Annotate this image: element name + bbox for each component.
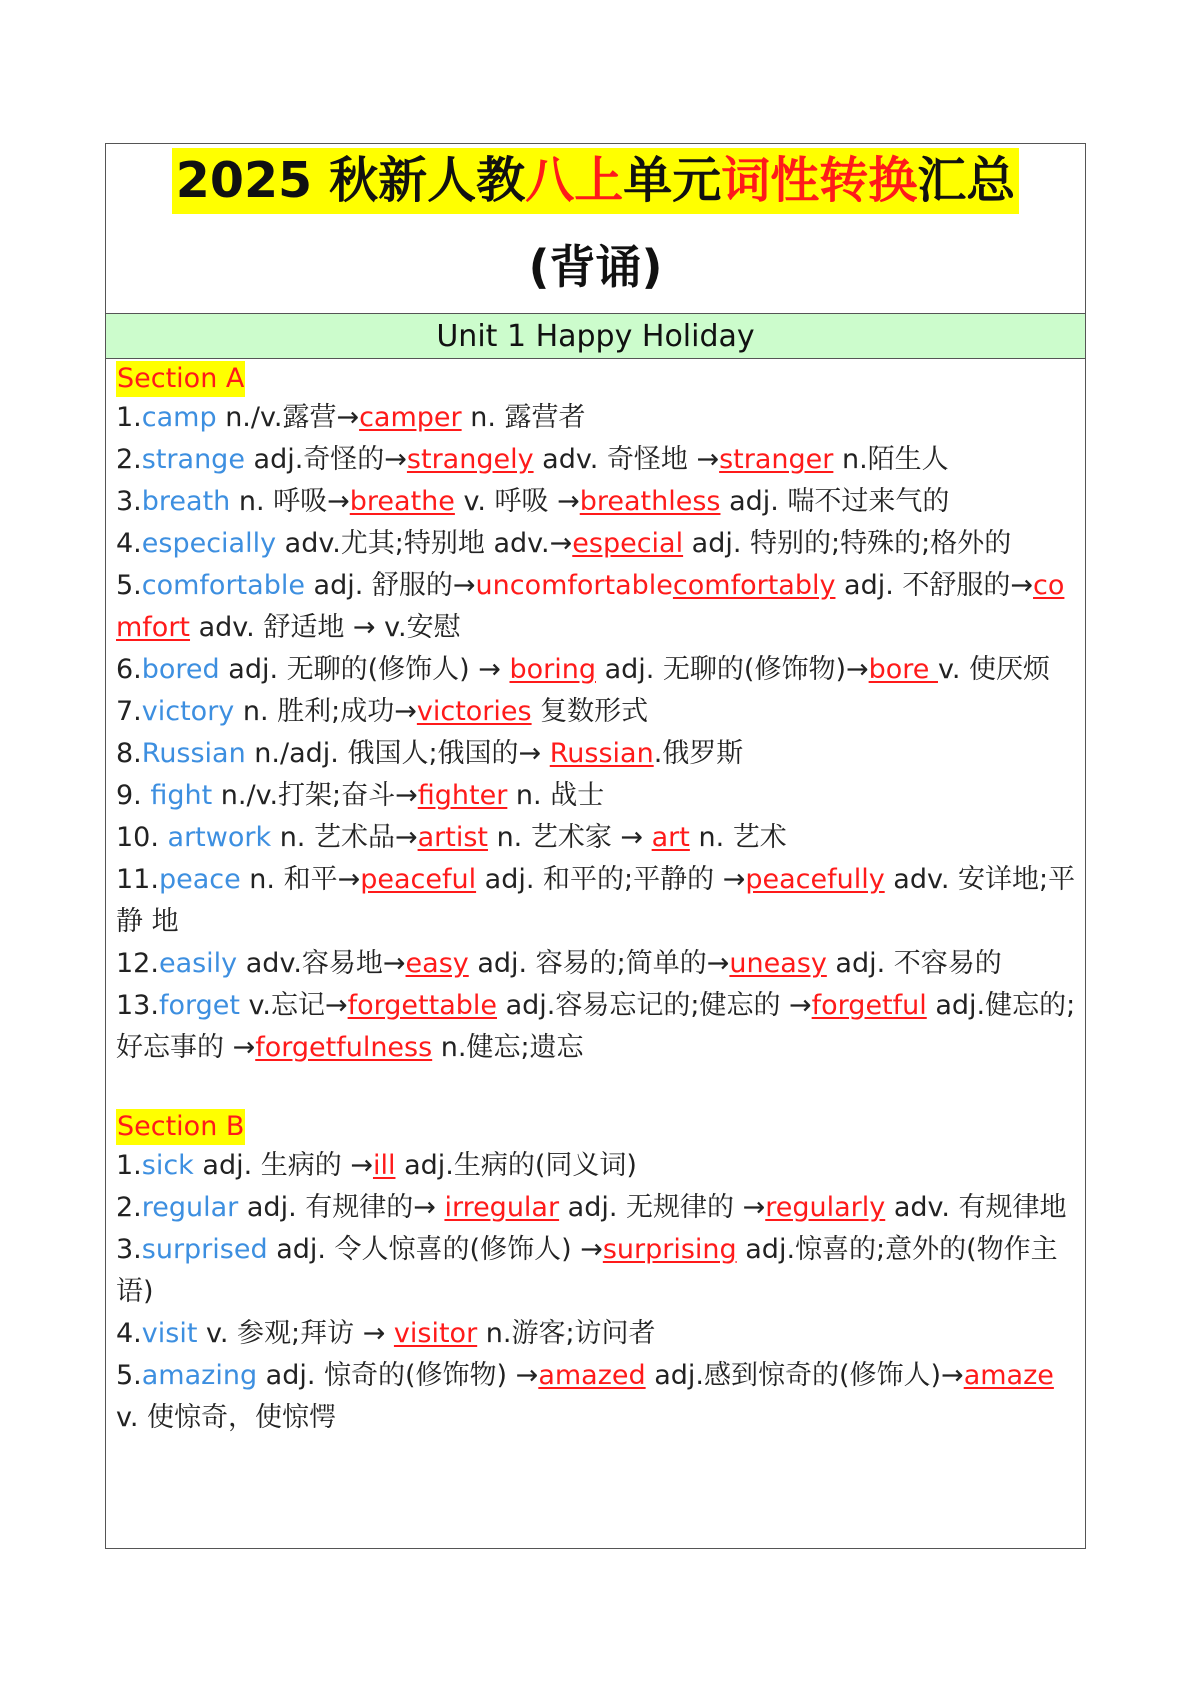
answer-word: visitor — [393, 1318, 478, 1349]
vocab-entry — [116, 817, 1077, 859]
entry-text: adj. 令人惊喜的(修饰人) → — [267, 1234, 603, 1265]
entry-text: adj.容易忘记的;健忘的 → — [497, 990, 812, 1021]
answer-word: especial — [572, 528, 684, 559]
vocab-entry — [116, 1229, 1077, 1313]
answer-word: bore — [868, 654, 938, 685]
document-table — [105, 143, 1086, 1549]
answer-word: forgetfulness — [255, 1032, 433, 1063]
answer-word: art — [651, 822, 690, 853]
entry-number: 1. — [116, 402, 142, 433]
entry-text: adj. 无规律的 → — [559, 1192, 766, 1223]
answer-word: camper — [359, 402, 462, 433]
entry-text: adj. 不舒服的→ — [835, 570, 1034, 601]
entry-text: n. 艺术 — [689, 822, 787, 853]
base-word: amazing — [141, 1360, 258, 1391]
vocab-entry — [116, 775, 1077, 817]
entry-text: adj. 无聊的(修饰物)→ — [596, 654, 869, 685]
entry-text: adj.健忘的; 好忘事的 → — [116, 990, 1076, 1063]
entry-text: adj. 有规律的→ — [238, 1192, 445, 1223]
content — [106, 359, 1085, 1439]
section-a-entries — [116, 397, 1077, 1069]
entry-text: v. 参观;拜访 → — [197, 1318, 394, 1349]
section-a-label: Section A — [116, 361, 245, 397]
answer-word: breathless — [579, 486, 721, 517]
answer-word: forgetful — [811, 990, 927, 1021]
entry-text: adv. 舒适地 → — [190, 612, 385, 643]
base-word: comfortable — [141, 570, 305, 601]
answer-word: amazed — [538, 1360, 646, 1391]
base-word: visit — [141, 1318, 198, 1349]
entry-text: adj.惊喜的;意外的(物作主语) — [116, 1234, 1058, 1307]
answer-word: peacefully — [745, 864, 885, 895]
base-word: bored — [141, 654, 220, 685]
entry-text: n./adj. 俄国人;俄国的→ — [245, 738, 550, 769]
base-word: fight — [150, 780, 213, 811]
answer-word: forgettable — [347, 990, 497, 1021]
vocab-entry — [116, 943, 1077, 985]
entry-number: 7. — [116, 696, 142, 727]
entry-text: adj. 和平的;平静的 → — [476, 864, 746, 895]
entry-text: adj.奇怪的→ — [244, 444, 407, 475]
base-word: easily — [158, 948, 238, 979]
section-b-entries — [116, 1145, 1077, 1439]
entry-text: v.安慰 — [384, 612, 461, 643]
entry-number: 4. — [116, 1318, 142, 1349]
entry-text: n. 呼吸→ — [230, 486, 350, 517]
answer-word: breathe — [349, 486, 455, 517]
entry-text: 复数形式 — [531, 696, 649, 727]
derived-word: uncomfortable — [475, 570, 673, 601]
entry-text: adj. 喘不过来气的 — [720, 486, 950, 517]
entry-number: 10. — [116, 822, 168, 853]
entry-text: adv. 奇怪地 → — [533, 444, 720, 475]
answer-word: victories — [416, 696, 532, 727]
entry-text: adj.感到惊奇的(修饰人)→ — [645, 1360, 964, 1391]
title-part: 单元 — [623, 152, 722, 209]
entry-number: 4. — [116, 528, 142, 559]
title-part-red: 词性转换 — [721, 152, 918, 209]
section-b-label: Section B — [116, 1109, 245, 1145]
vocab-entry — [116, 859, 1077, 943]
entry-text: n.游客;访问者 — [477, 1318, 656, 1349]
answer-word: stranger — [719, 444, 834, 475]
base-word: surprised — [141, 1234, 268, 1265]
base-word: strange — [141, 444, 245, 475]
vocab-entry — [116, 1145, 1077, 1187]
entry-number: 3. — [116, 1234, 142, 1265]
answer-word: ill — [372, 1150, 396, 1181]
answer-word: surprising — [602, 1234, 737, 1265]
answer-word: artist — [417, 822, 488, 853]
base-word: sick — [141, 1150, 194, 1181]
entry-number: 2. — [116, 1192, 142, 1223]
entry-text: n. 艺术家 → — [487, 822, 652, 853]
base-word: camp — [141, 402, 217, 433]
entry-text: adv. 有规律地 — [885, 1192, 1067, 1223]
base-word: regular — [141, 1192, 239, 1223]
answer-word: uneasy — [729, 948, 827, 979]
entry-text: n. 胜利;成功→ — [234, 696, 417, 727]
entry-text: adj. 生病的 → — [193, 1150, 373, 1181]
entry-number: 9. — [116, 780, 151, 811]
answer-word: Russian — [549, 738, 654, 769]
title-part: 汇总 — [917, 152, 1016, 209]
page-title — [172, 148, 1020, 214]
entry-text: adv.尤其;特别地 adv.→ — [276, 528, 573, 559]
vocab-entry — [116, 1355, 1077, 1439]
answer-word: irregular — [444, 1192, 560, 1223]
vocab-entry — [116, 481, 1077, 523]
base-word: artwork — [167, 822, 272, 853]
section-b — [116, 1109, 1077, 1439]
base-word: victory — [141, 696, 235, 727]
entry-text: n. 和平→ — [240, 864, 361, 895]
answer-word: amaze — [963, 1360, 1054, 1391]
answer-word: fighter — [417, 780, 508, 811]
vocab-entry — [116, 523, 1077, 565]
vocab-entry — [116, 691, 1077, 733]
entry-text: adj. 无聊的(修饰人) → — [219, 654, 510, 685]
entry-text: adj. 容易的;简单的→ — [468, 948, 730, 979]
entry-number: 12. — [116, 948, 159, 979]
entry-text: adj. 不容易的 — [826, 948, 1002, 979]
base-word: peace — [158, 864, 241, 895]
entry-number: 8. — [116, 738, 142, 769]
unit-heading: Unit 1 Happy Holiday — [106, 314, 1085, 359]
answer-word: comfort — [116, 570, 1065, 643]
vocab-entry — [116, 565, 1077, 649]
answer-word: comfortably — [672, 570, 836, 601]
entry-number: 6. — [116, 654, 142, 685]
entry-text: n./v.打架;奋斗→ — [212, 780, 418, 811]
section-a — [116, 361, 1077, 1069]
entry-number: 13. — [116, 990, 159, 1021]
vocab-entry — [116, 1313, 1077, 1355]
title-block — [106, 144, 1085, 314]
entry-text: n. 露营者 — [461, 402, 586, 433]
title-part: 2025 秋新人教 — [175, 152, 526, 209]
entry-number: 2. — [116, 444, 142, 475]
entry-text: n.陌生人 — [833, 444, 949, 475]
base-word: Russian — [141, 738, 246, 769]
entry-text: adv.容易地→ — [237, 948, 406, 979]
base-word: especially — [141, 528, 277, 559]
entry-number: 11. — [116, 864, 159, 895]
entry-text: adv. 安详地;平静 地 — [116, 864, 1076, 937]
entry-text: n. 战士 — [507, 780, 605, 811]
vocab-entry — [116, 1187, 1077, 1229]
entry-text: v.忘记→ — [239, 990, 348, 1021]
answer-word: easy — [405, 948, 469, 979]
vocab-entry — [116, 985, 1077, 1069]
entry-text: adj. 特别的;特殊的;格外的 — [683, 528, 1012, 559]
vocab-entry — [116, 397, 1077, 439]
entry-number: 3. — [116, 486, 142, 517]
entry-text: v. 使厌烦 — [937, 654, 1051, 685]
vocab-entry — [116, 439, 1077, 481]
answer-word: strangely — [406, 444, 534, 475]
entry-number: 1. — [116, 1150, 142, 1181]
entry-text: n.健忘;遗忘 — [432, 1032, 584, 1063]
entry-text: n. 艺术品→ — [271, 822, 418, 853]
vocab-entry — [116, 649, 1077, 691]
entry-text: adj.生病的(同义词) — [395, 1150, 637, 1181]
vocab-entry — [116, 733, 1077, 775]
page-subtitle: (背诵) — [528, 240, 663, 294]
answer-word: regularly — [765, 1192, 886, 1223]
answer-word: boring — [509, 654, 596, 685]
entry-text: v. 使惊奇，使惊愕 — [116, 1402, 337, 1433]
entry-text: adj. 惊奇的(修饰物) → — [257, 1360, 539, 1391]
base-word: forget — [158, 990, 240, 1021]
title-part-red: 八上 — [525, 152, 624, 209]
base-word: breath — [141, 486, 231, 517]
entry-number: 5. — [116, 1360, 142, 1391]
entry-text: v. 呼吸 → — [454, 486, 580, 517]
entry-text: adj. 舒服的→ — [304, 570, 476, 601]
answer-word: peaceful — [360, 864, 477, 895]
entry-text: .俄罗斯 — [653, 738, 744, 769]
entry-text: n./v.露营→ — [216, 402, 360, 433]
entry-number: 5. — [116, 570, 142, 601]
